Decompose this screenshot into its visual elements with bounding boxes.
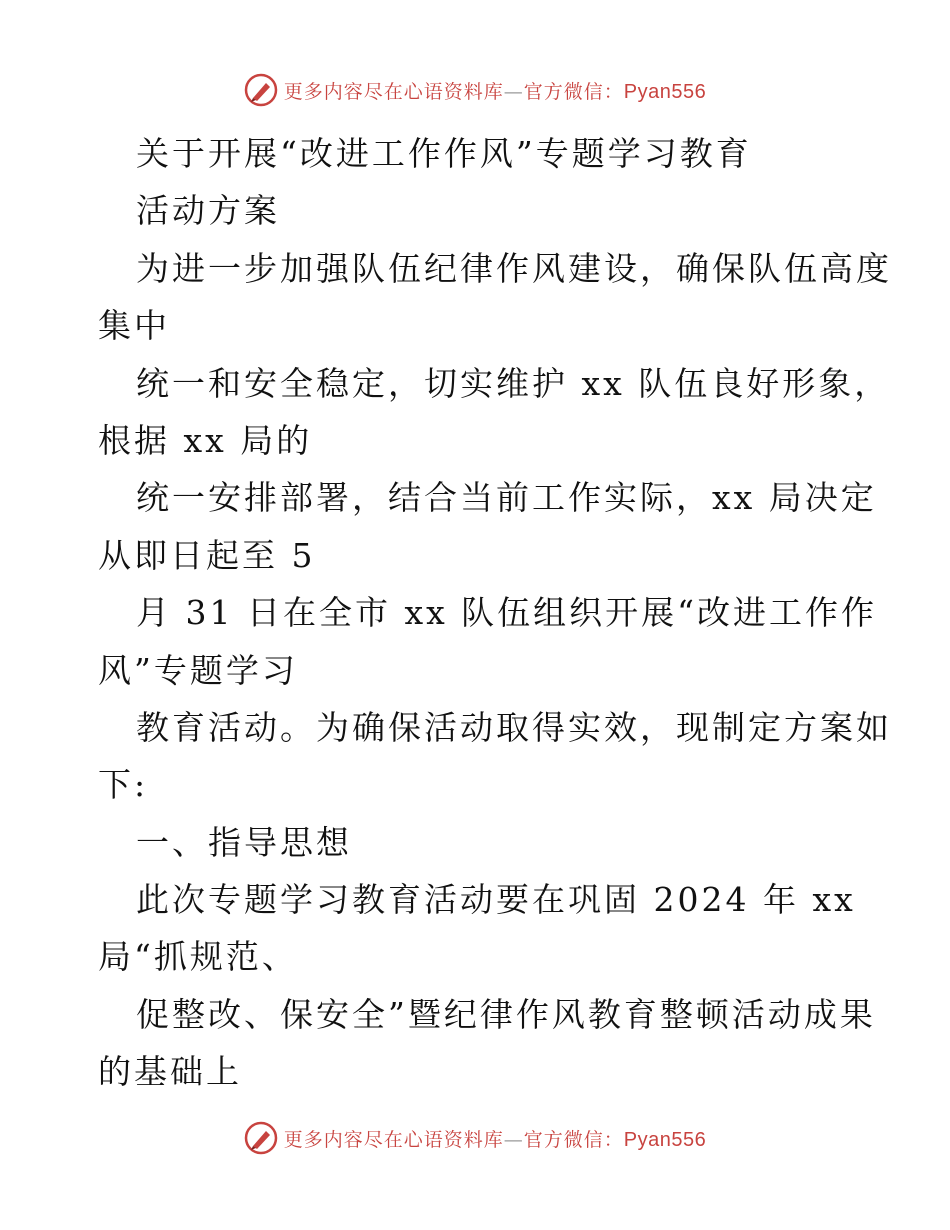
document-line: 关于开展“改进工作作风”专题学习教育 bbox=[136, 134, 752, 173]
document-line: 风”专题学习 bbox=[98, 650, 298, 690]
watermark-brand: 更多内容尽在心语资料库 bbox=[283, 1128, 504, 1151]
document-line: 集中 bbox=[98, 306, 170, 346]
document-line: 下: bbox=[98, 765, 149, 805]
document-line: 从即日起至 5 bbox=[98, 535, 316, 575]
document-line: 统一和安全稳定，切实维护 xx 队伍良好形象， bbox=[136, 363, 891, 403]
document-line: 局“抓规范、 bbox=[98, 937, 298, 977]
document-line: 为进一步加强队伍纪律作风建设，确保队伍高度 bbox=[136, 248, 892, 288]
footer-watermark bbox=[0, 1118, 950, 1158]
document-line: 的基础上 bbox=[98, 1052, 242, 1092]
watermark-label: 官方微信： bbox=[523, 1128, 624, 1151]
document-line: 月 31 日在全市 xx 队伍组织开展“改进工作作 bbox=[136, 593, 878, 633]
watermark-separator: — bbox=[503, 80, 524, 103]
document-line: 此次专题学习教育活动要在巩固 2024 年 xx bbox=[136, 880, 856, 920]
document-line: 根据 xx 局的 bbox=[98, 420, 313, 460]
watermark-label: 官方微信： bbox=[523, 80, 624, 103]
document-line: 一、指导思想 bbox=[136, 822, 352, 862]
document-line: 促整改、保安全”暨纪律作风教育整顿活动成果 bbox=[136, 994, 876, 1034]
pen-logo-icon bbox=[244, 1121, 278, 1155]
document-line: 活动方案 bbox=[136, 191, 280, 231]
watermark-separator: — bbox=[503, 1128, 524, 1151]
watermark-brand: 更多内容尽在心语资料库 bbox=[283, 80, 504, 103]
header-watermark bbox=[0, 70, 950, 110]
document-body bbox=[98, 125, 892, 1101]
document-line: 统一安排部署，结合当前工作实际，xx 局决定 bbox=[136, 478, 877, 518]
document-line: 教育活动。为确保活动取得实效，现制定方案如 bbox=[136, 707, 892, 747]
watermark-id: Pyan556 bbox=[623, 1128, 707, 1151]
watermark-id: Pyan556 bbox=[623, 80, 707, 103]
pen-logo-icon bbox=[244, 73, 278, 107]
